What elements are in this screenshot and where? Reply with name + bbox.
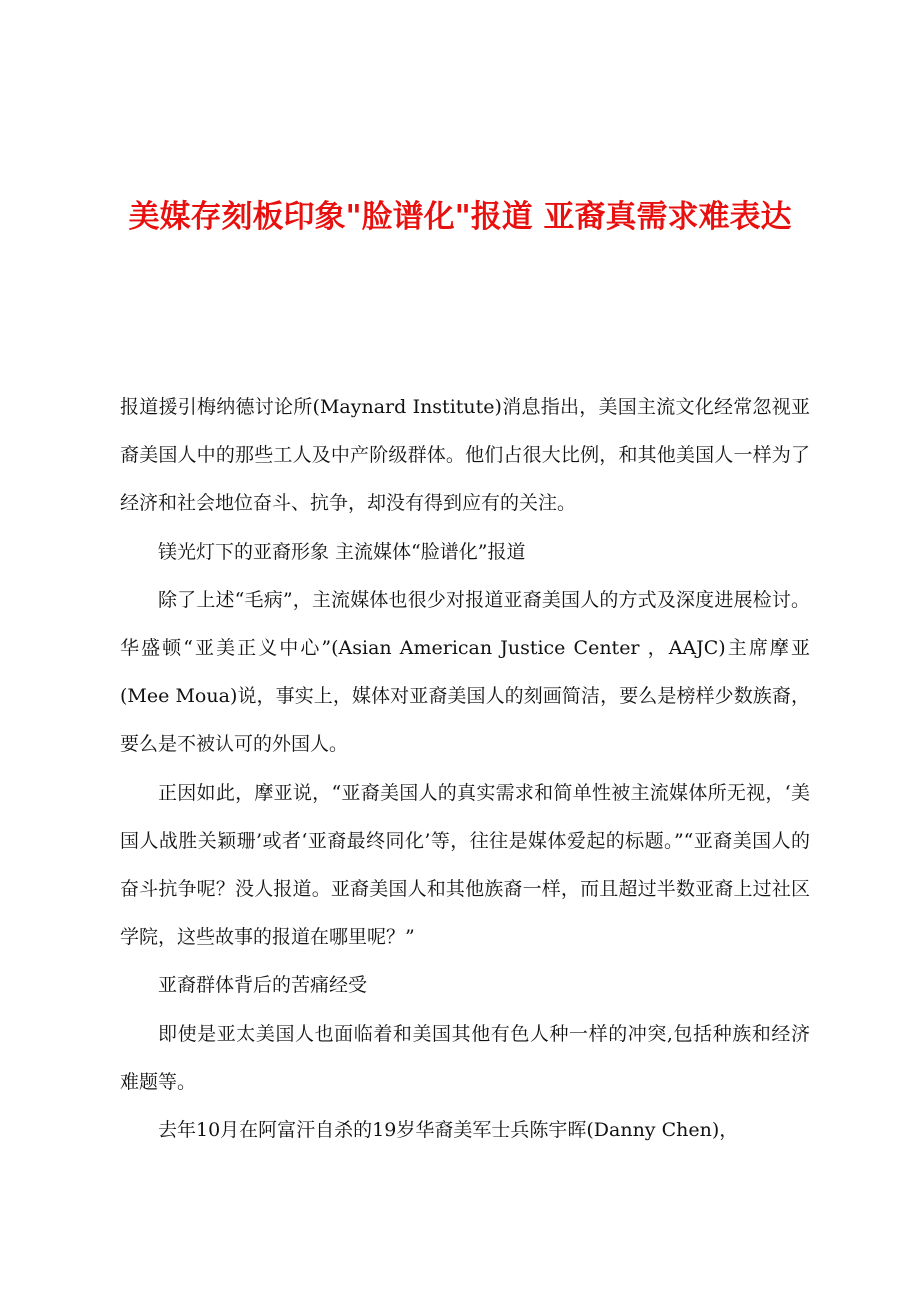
paragraph-5: 去年10月在阿富汗自杀的19岁华裔美军士兵陈宇晖(Danny Chen)， <box>158 1119 739 1142</box>
paragraph-2: 除了上述“毛病”，主流媒体也很少对报道亚裔美国人的方式及深度进展检讨。华盛顿“亚美正义中心”(Asian American Justice Center ，AAJC)主席摩亚(Mee Moua)说，事实上，媒体对亚裔美国人的刻画简洁，要么是榜样少数族裔，要么是不被认可的外国人。 <box>120 588 810 756</box>
document-title: 美媒存刻板印象"脸谱化"报道 亚裔真需求难表达 <box>128 199 792 235</box>
paragraph-3: 正因如此，摩亚说，“亚裔美国人的真实需求和简单性被主流媒体所无视，‘美国人战胜关颖珊’或者‘亚裔最终同化’等，往往是媒体爱起的标题。”“亚裔美国人的奋斗抗争呢？没人报道。亚裔美国人和其他族裔一样，而且超过半数亚裔上过社区学院，这些故事的报道在哪里呢？” <box>120 781 810 949</box>
section-heading-1: 镁光灯下的亚裔形象 主流媒体“脸谱化”报道 <box>158 540 526 563</box>
section-heading-2: 亚裔群体背后的苦痛经受 <box>158 974 368 997</box>
document-body <box>120 383 810 1154</box>
paragraph-4: 即使是亚太美国人也面临着和美国其他有色人种一样的冲突,包括种族和经济难题等。 <box>120 1022 810 1093</box>
paragraph-1: 报道援引梅纳德讨论所(Maynard Institute)消息指出，美国主流文化经常忽视亚裔美国人中的那些工人及中产阶级群体。他们占很大比例，和其他美国人一样为了经济和社会地位奋斗、抗争，却没有得到应有的关注。 <box>120 396 810 515</box>
